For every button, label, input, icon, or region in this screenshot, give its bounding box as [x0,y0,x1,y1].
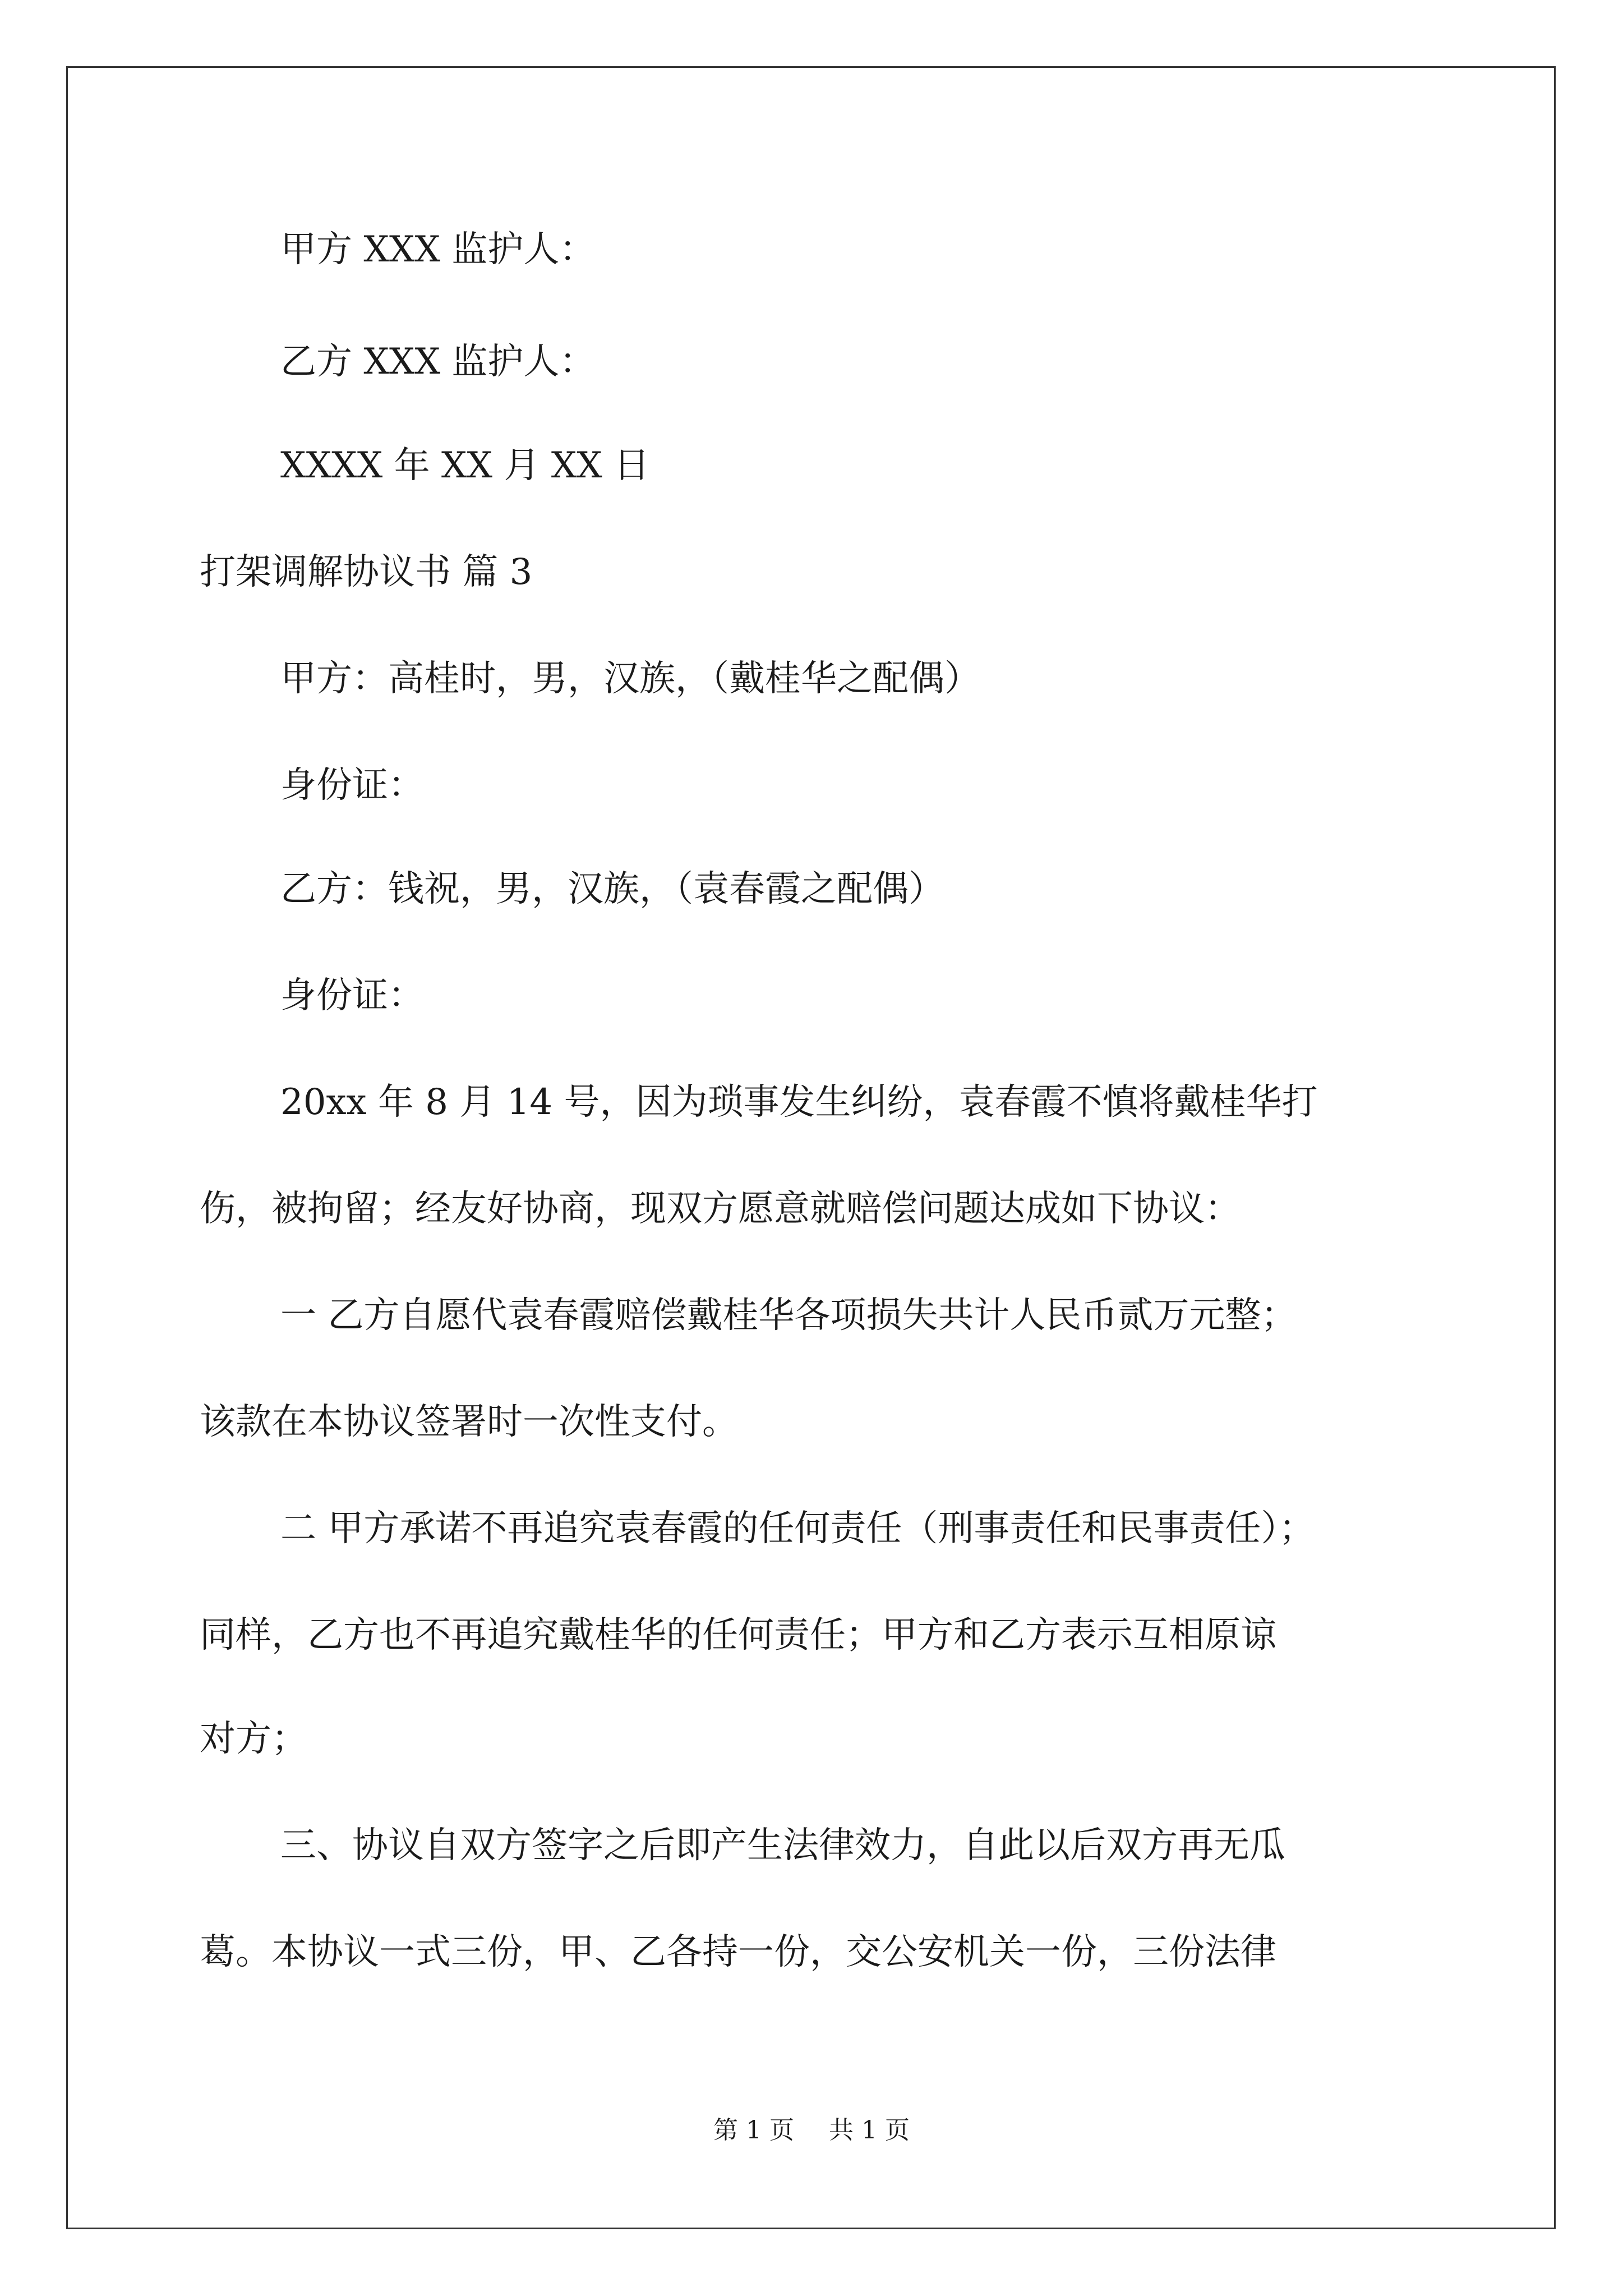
clause-3-line-1: 三、协议自双方签字之后即产生法律效力，自此以后双方再无瓜 [280,1825,1285,1866]
page-footer [0,2115,1623,2146]
incident-line-1: 20xx 年 8 月 14 号，因为琐事发生纠纷，袁春霞不慎将戴桂华打 [280,1082,1318,1123]
clause-2-line-1: 二 甲方承诺不再追究袁春霞的任何责任（刑事责任和民事责任）； [280,1508,1315,1549]
guardian-a-line: 甲方 XXX 监护人： [280,229,596,270]
section-heading: 打架调解协议书 篇 3 [200,551,533,593]
clause-1-line-1: 一 乙方自愿代袁春霞赔偿戴桂华各项损失共计人民币贰万元整； [280,1295,1297,1336]
page-frame [66,66,1556,2229]
page-number-current: 第 1 页 [713,2116,794,2145]
clause-1-line-2: 该款在本协议签署时一次性支付。 [200,1401,738,1443]
clause-2-line-2: 同样，乙方也不再追究戴桂华的任何责任；甲方和乙方表示互相原谅 [200,1614,1276,1656]
date-line: XXXX 年 XX 月 XX 日 [280,445,650,486]
page-number-total: 共 1 页 [829,2116,910,2145]
clause-2-line-3: 对方； [200,1718,307,1760]
party-b-id-line: 身份证： [280,975,424,1016]
party-a-line: 甲方：高桂时，男，汉族，（戴桂华之配偶） [280,658,980,700]
clause-3-line-2: 葛。本协议一式三份，甲、乙各持一份，交公安机关一份，三份法律 [200,1931,1276,1973]
party-a-id-line: 身份证： [280,765,424,806]
incident-line-2: 伤，被拘留；经友好协商，现双方愿意就赔偿问题达成如下协议： [200,1188,1241,1230]
party-b-line: 乙方：钱祝，男，汉族，（袁春霞之配偶） [280,868,944,910]
guardian-b-line: 乙方 XXX 监护人： [280,341,596,383]
